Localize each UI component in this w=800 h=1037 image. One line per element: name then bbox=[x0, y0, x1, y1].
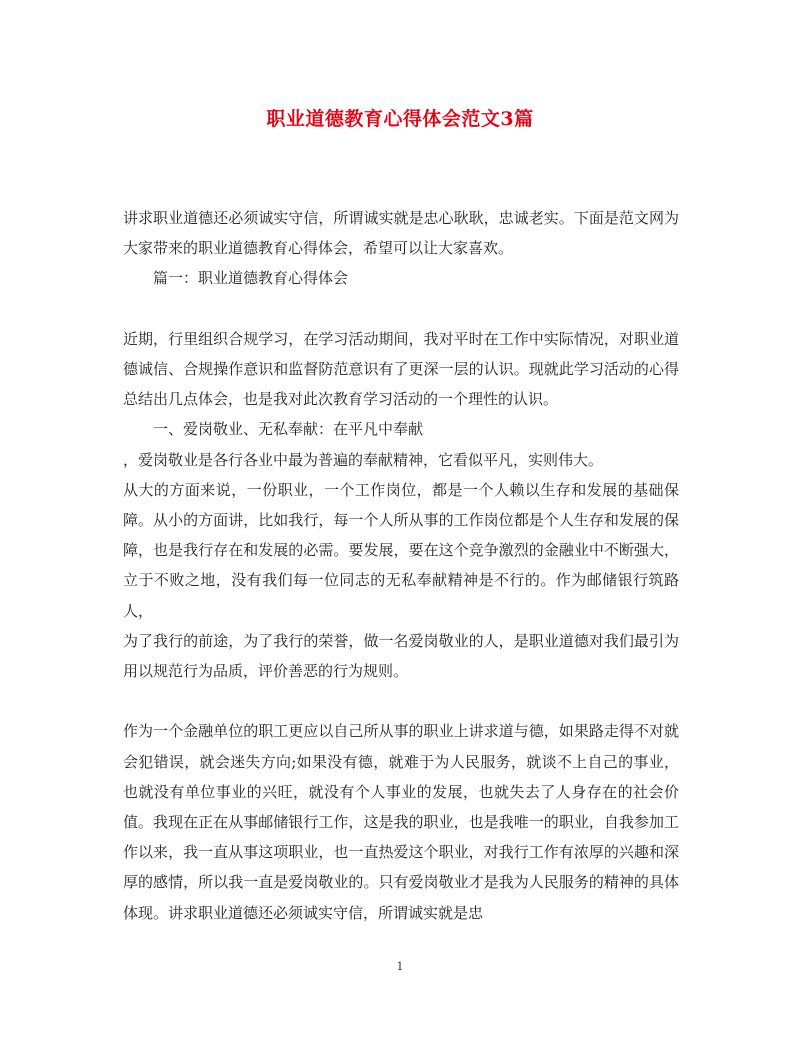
body-paragraph: 作为一个金融单位的职工更应以自己所从事的职业上讲求道与德，如果路走得不对就会犯错误，就会迷失方向;如果没有德，就难于为人民服务，就谈不上自己的事业，也就没有单位事业的兴旺，就没有个人事业的发展，也就失去了人身存在的社会价值。我现在正在从事邮储银行工作，这是我的职业，也是我唯一的职业，自我参加工作以来，我一直从事这项职业，也一直热爱这个职业，对我行工作有浓厚的兴趣和深厚的感情，所以我一直是爱岗敬业的。只有爱岗敬业才是我为人民服务的精神的具体体现。讲求职业道德还必须诚实守信，所谓诚实就是忠 bbox=[123, 722, 679, 922]
body-paragraph: 近期，行里组织合规学习，在学习活动期间，我对平时在工作中实际情况，对职业道德诚信、合规操作意识和监督防范意识有了更深一层的认识。现就此学习活动的心得总结出几点体会，也是我对此次教育学习活动的一个理性的认识。 bbox=[123, 329, 679, 409]
intro-paragraph: 讲求职业道德还必须诚实守信，所谓诚实就是忠心耿耿，忠诚老实。下面是范文网为大家带来的职业道德教育心得体会，希望可以让大家喜欢。 bbox=[123, 209, 679, 258]
subsection-heading: 一、爱岗敬业、无私奉献：在平凡中奉献 bbox=[153, 420, 424, 439]
section-heading-part-one: 篇一：职业道德教育心得体会 bbox=[153, 269, 349, 288]
page-number: 1 bbox=[396, 960, 404, 973]
body-paragraph: 为了我行的前途，为了我行的荣誉，做一名爱岗敬业的人，是职业道德对我们最引为用以规范行为品质，评价善恶的行为规则。 bbox=[123, 631, 679, 681]
body-paragraph: ，爱岗敬业是各行各业中最为普遍的奉献精神，它看似平凡，实则伟大。 bbox=[123, 450, 604, 469]
body-paragraph: 从大的方面来说，一份职业，一个工作岗位，都是一个人赖以生存和发展的基础保障。从小的方面讲，比如我行，每一个人所从事的工作岗位都是个人生存和发展的保障，也是我行存在和发展的必需。要发展，要在这个竞争激烈的金融业中不断强大，立于不败之地，没有我们每一位同志的无私奉献精神是不行的。作为邮储银行筑路人， bbox=[123, 480, 679, 620]
document-body bbox=[123, 203, 679, 928]
document-title: 职业道德教育心得体会范文3篇 bbox=[266, 108, 534, 130]
